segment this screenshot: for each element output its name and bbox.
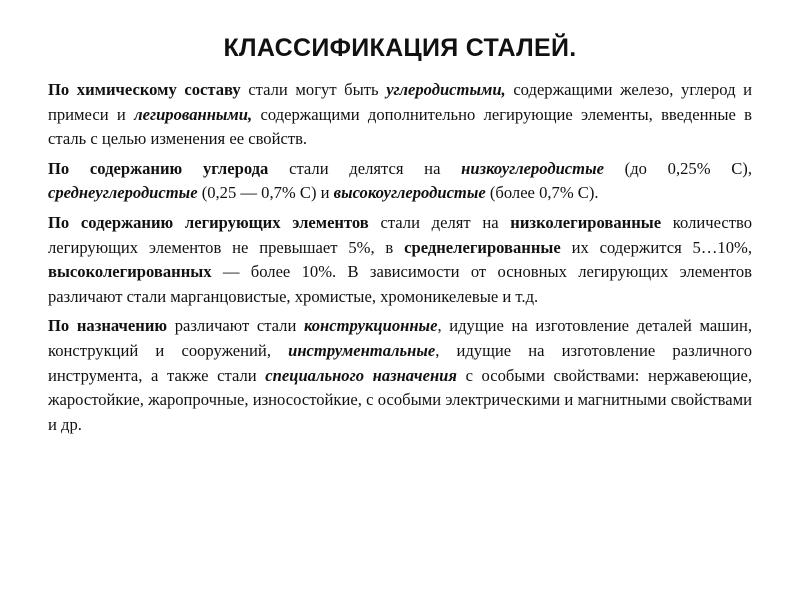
text-run: По химическому составу xyxy=(48,80,241,99)
text-run: (до 0,25% С), xyxy=(603,158,752,178)
text-run: высоколегированных xyxy=(48,262,212,282)
text-run: количество легирующих элементов не превышает 5%, в xyxy=(48,212,752,257)
text-run: высокоуглеродистые xyxy=(333,183,486,203)
text-run: конструкционные xyxy=(303,316,438,336)
text-run: их содержится 5…10%, xyxy=(560,237,752,257)
text-run: содержащими дополнительно легирующие элементы, введенные в сталь с целью изменения ее свойств. xyxy=(48,104,752,149)
paragraph-carbon-content xyxy=(48,157,752,206)
text-run: , идущие на изготовление различного инструмента, а также стали xyxy=(48,340,753,385)
text-run: среднеуглеродистые xyxy=(48,183,198,203)
text-run: с особыми свойствами: нержавеющие, жаростойкие, жаропрочные, износостойкие, с особыми электрическими и магнитными свойствами и др. xyxy=(48,365,753,434)
slide-title: КЛАССИФИКАЦИЯ СТАЛЕЙ. xyxy=(223,34,577,62)
text-run: углеродистыми, xyxy=(386,80,506,99)
text-run: стали могут быть xyxy=(240,80,387,99)
text-run: (0,25 — 0,7% С) и xyxy=(197,183,334,203)
paragraph-alloying-elements xyxy=(48,211,752,309)
text-run: специального назначения xyxy=(265,365,457,385)
text-run: среднелегированные xyxy=(404,237,561,257)
text-run: По назначению xyxy=(48,316,168,336)
text-run: низкоуглеродистые xyxy=(461,158,604,178)
text-run: — более 10%. В зависимости от основных легирующих элементов различают стали марганцовистые, хромистые, хромоникелевые и т.д. xyxy=(48,262,752,306)
text-run: По содержанию легирующих элементов xyxy=(48,212,369,232)
text-run: (более 0,7% С). xyxy=(485,183,599,203)
text-run: , идущие на изготовление деталей машин, конструкций и сооружений, xyxy=(48,316,752,360)
text-run: По содержанию углерода xyxy=(48,158,269,178)
paragraph-chemical-composition xyxy=(48,78,752,152)
paragraph-purpose xyxy=(48,314,752,437)
text-run: стали делятся на xyxy=(268,158,462,178)
text-run: стали делят на xyxy=(368,212,511,232)
text-run: содержащими железо, углерод и примеси и xyxy=(48,80,752,124)
text-run: низколегированные xyxy=(510,212,662,232)
text-run: инструментальные xyxy=(288,340,436,360)
text-run: различают стали xyxy=(167,316,304,336)
slide-body xyxy=(48,78,752,442)
text-run: легированными, xyxy=(134,104,253,124)
